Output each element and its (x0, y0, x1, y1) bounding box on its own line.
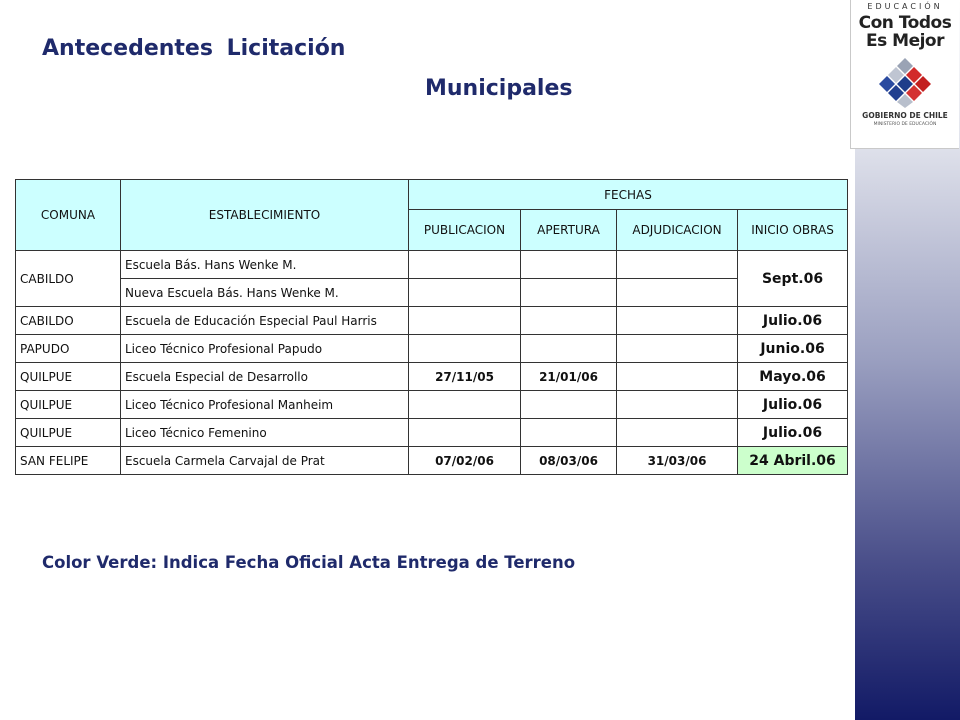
cell-establecimiento: Escuela Carmela Carvajal de Prat (121, 447, 409, 475)
cell-adjudicacion (617, 419, 738, 447)
cell-inicio-obras: Julio.06 (738, 391, 848, 419)
ministry-logo (850, 0, 959, 149)
cell-adjudicacion (617, 307, 738, 335)
cell-adjudicacion (617, 279, 738, 307)
cell-apertura (521, 419, 617, 447)
cell-establecimiento: Nueva Escuela Bás. Hans Wenke M. (121, 279, 409, 307)
cell-comuna: SAN FELIPE (16, 447, 121, 475)
legend-note: Color Verde: Indica Fecha Oficial Acta Entrega de Terreno (42, 553, 576, 572)
cell-comuna: QUILPUE (16, 419, 121, 447)
cell-comuna: QUILPUE (16, 391, 121, 419)
cell-establecimiento: Escuela Especial de Desarrollo (121, 363, 409, 391)
cell-apertura (521, 335, 617, 363)
table-row (16, 447, 848, 475)
cell-inicio-obras: Julio.06 (738, 307, 848, 335)
cell-establecimiento: Escuela de Educación Especial Paul Harris (121, 307, 409, 335)
cell-publicacion (409, 419, 521, 447)
logo-slogan (851, 14, 959, 50)
cell-inicio-obras: Julio.06 (738, 419, 848, 447)
cell-apertura (521, 391, 617, 419)
logo-slogan-line1: Con Todos (858, 13, 952, 33)
cell-apertura: 08/03/06 (521, 447, 617, 475)
header-fechas: FECHAS (409, 180, 848, 210)
cell-publicacion (409, 335, 521, 363)
page-title-line1: Antecedentes Licitación (42, 36, 346, 61)
table-row (16, 279, 848, 307)
cell-establecimiento: Liceo Técnico Femenino (121, 419, 409, 447)
cell-inicio-obras: Sept.06 (738, 251, 848, 307)
header-adjudicacion: ADJUDICACION (617, 210, 738, 251)
logo-slogan-line2: Es Mejor (866, 31, 944, 51)
cell-establecimiento: Escuela Bás. Hans Wenke M. (121, 251, 409, 279)
cell-apertura (521, 279, 617, 307)
header-comuna: COMUNA (16, 180, 121, 251)
table-row (16, 335, 848, 363)
header-apertura: APERTURA (521, 210, 617, 251)
table-row (16, 363, 848, 391)
cell-publicacion (409, 251, 521, 279)
header-publicacion: PUBLICACION (409, 210, 521, 251)
cell-apertura: 21/01/06 (521, 363, 617, 391)
table-row (16, 391, 848, 419)
cell-comuna: QUILPUE (16, 363, 121, 391)
cell-publicacion (409, 391, 521, 419)
cell-adjudicacion (617, 251, 738, 279)
cell-inicio-obras: Mayo.06 (738, 363, 848, 391)
cell-publicacion (409, 307, 521, 335)
cell-adjudicacion (617, 363, 738, 391)
cell-establecimiento: Liceo Técnico Profesional Manheim (121, 391, 409, 419)
cell-inicio-obras-highlighted: 24 Abril.06 (738, 447, 848, 475)
cell-apertura (521, 251, 617, 279)
cell-publicacion: 07/02/06 (409, 447, 521, 475)
cell-adjudicacion: 31/03/06 (617, 447, 738, 475)
table-header-row (16, 180, 848, 210)
cell-comuna: CABILDO (16, 307, 121, 335)
page-title-line2: Municipales (425, 76, 573, 101)
cell-inicio-obras: Junio.06 (738, 335, 848, 363)
logo-ministerio: MINISTERIO DE EDUCACIÓN (873, 122, 937, 127)
cell-adjudicacion (617, 335, 738, 363)
tender-table (15, 179, 848, 475)
cell-adjudicacion (617, 391, 738, 419)
chile-emblem-icon (877, 56, 933, 108)
table-row (16, 419, 848, 447)
logo-top-text: EDUCACIÓN (867, 2, 943, 11)
cell-comuna: PAPUDO (16, 335, 121, 363)
logo-gobierno: GOBIERNO DE CHILE (862, 111, 948, 120)
table-row (16, 251, 848, 279)
cell-apertura (521, 307, 617, 335)
table-row (16, 307, 848, 335)
cell-comuna: CABILDO (16, 251, 121, 307)
header-inicio-obras: INICIO OBRAS (738, 210, 848, 251)
cell-publicacion (409, 279, 521, 307)
cell-establecimiento: Liceo Técnico Profesional Papudo (121, 335, 409, 363)
cell-publicacion: 27/11/05 (409, 363, 521, 391)
header-establecimiento: ESTABLECIMIENTO (121, 180, 409, 251)
